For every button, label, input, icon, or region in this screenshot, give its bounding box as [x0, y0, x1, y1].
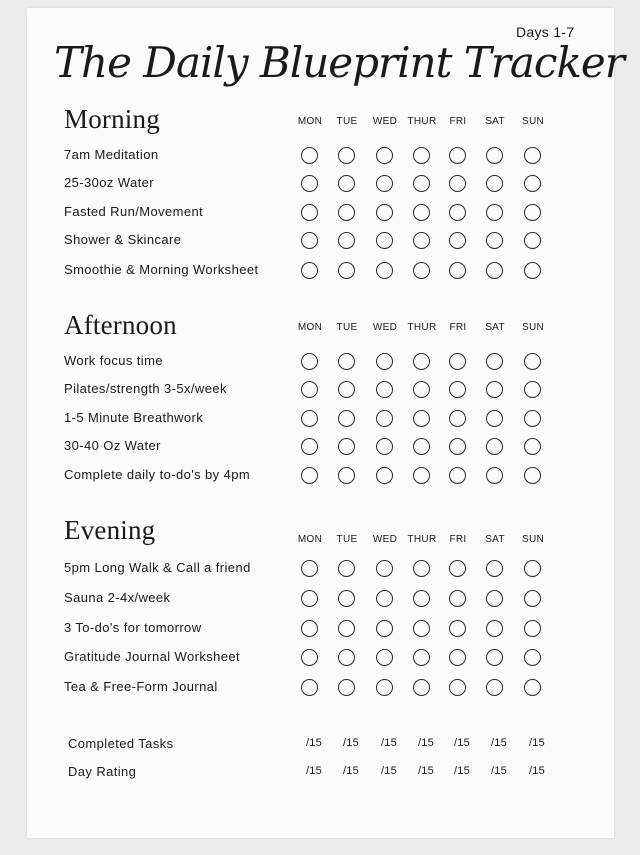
checkbox-evening-sun[interactable]: [524, 649, 541, 666]
score-field[interactable]: /15: [381, 765, 397, 777]
task-label: Gratitude Journal Worksheet: [64, 649, 241, 664]
checkbox-afternoon-tue[interactable]: [338, 381, 355, 398]
checkbox-evening-thur[interactable]: [413, 679, 430, 696]
checkbox-afternoon-sun[interactable]: [524, 381, 541, 398]
score-field[interactable]: /15: [418, 737, 434, 749]
checkbox-afternoon-wed[interactable]: [376, 353, 393, 370]
day-header-wed: WED: [372, 322, 398, 333]
day-header-thur: THUR: [407, 534, 437, 545]
task-label: Fasted Run/Movement: [64, 204, 204, 219]
checkbox-morning-thur[interactable]: [413, 147, 430, 164]
day-header-thur: THUR: [407, 322, 437, 333]
day-header-tue: TUE: [336, 534, 358, 545]
checkbox-morning-mon[interactable]: [301, 262, 318, 279]
day-header-wed: WED: [372, 534, 398, 545]
day-header-fri: FRI: [449, 116, 467, 127]
checkbox-evening-wed[interactable]: [376, 620, 393, 637]
checkbox-evening-tue[interactable]: [338, 620, 355, 637]
summary-label: Completed Tasks: [68, 736, 174, 751]
checkbox-afternoon-sun[interactable]: [524, 438, 541, 455]
checkbox-morning-tue[interactable]: [338, 232, 355, 249]
task-label: Work focus time: [64, 353, 163, 368]
checkbox-morning-thur[interactable]: [413, 175, 430, 192]
checkbox-evening-fri[interactable]: [449, 590, 466, 607]
checkbox-evening-wed[interactable]: [376, 560, 393, 577]
checkbox-morning-sun[interactable]: [524, 204, 541, 221]
score-field[interactable]: /15: [418, 765, 434, 777]
checkbox-morning-sat[interactable]: [486, 175, 503, 192]
checkbox-evening-thur[interactable]: [413, 649, 430, 666]
summary-label: Day Rating: [68, 764, 137, 779]
checkbox-morning-sat[interactable]: [486, 147, 503, 164]
checkbox-morning-fri[interactable]: [449, 262, 466, 279]
checkbox-evening-wed[interactable]: [376, 649, 393, 666]
checkbox-morning-tue[interactable]: [338, 147, 355, 164]
score-field[interactable]: /15: [491, 765, 507, 777]
task-label: Sauna 2-4x/week: [64, 590, 171, 605]
day-header-fri: FRI: [449, 534, 467, 545]
checkbox-morning-mon[interactable]: [301, 232, 318, 249]
checkbox-morning-tue[interactable]: [338, 175, 355, 192]
checkbox-afternoon-tue[interactable]: [338, 353, 355, 370]
checkbox-afternoon-fri[interactable]: [449, 438, 466, 455]
checkbox-afternoon-sat[interactable]: [486, 467, 503, 484]
checkbox-afternoon-tue[interactable]: [338, 467, 355, 484]
checkbox-morning-sat[interactable]: [486, 232, 503, 249]
day-header-tue: TUE: [336, 116, 358, 127]
checkbox-morning-thur[interactable]: [413, 232, 430, 249]
day-header-wed: WED: [372, 116, 398, 127]
days-range-label: Days 1-7: [516, 24, 575, 40]
checkbox-morning-sun[interactable]: [524, 147, 541, 164]
task-label: Smoothie & Morning Worksheet: [64, 262, 259, 277]
checkbox-morning-sun[interactable]: [524, 175, 541, 192]
section-heading-morning: Morning: [64, 104, 160, 134]
checkbox-afternoon-wed[interactable]: [376, 438, 393, 455]
checkbox-afternoon-thur[interactable]: [413, 438, 430, 455]
day-header-thur: THUR: [407, 116, 437, 127]
checkbox-morning-tue[interactable]: [338, 204, 355, 221]
checkbox-afternoon-tue[interactable]: [338, 438, 355, 455]
day-header-fri: FRI: [449, 322, 467, 333]
checkbox-morning-fri[interactable]: [449, 175, 466, 192]
task-label: 30-40 Oz Water: [64, 438, 161, 453]
checkbox-afternoon-wed[interactable]: [376, 381, 393, 398]
score-field[interactable]: /15: [306, 765, 322, 777]
task-label: 7am Meditation: [64, 147, 159, 162]
score-field[interactable]: /15: [343, 737, 359, 749]
checkbox-morning-sat[interactable]: [486, 204, 503, 221]
checkbox-morning-sat[interactable]: [486, 262, 503, 279]
day-header-mon: MON: [297, 534, 323, 545]
checkbox-evening-fri[interactable]: [449, 560, 466, 577]
checkbox-evening-fri[interactable]: [449, 679, 466, 696]
score-field[interactable]: /15: [306, 737, 322, 749]
checkbox-morning-thur[interactable]: [413, 262, 430, 279]
checkbox-morning-sun[interactable]: [524, 262, 541, 279]
score-field[interactable]: /15: [343, 765, 359, 777]
checkbox-evening-mon[interactable]: [301, 649, 318, 666]
checkbox-afternoon-sun[interactable]: [524, 353, 541, 370]
checkbox-evening-thur[interactable]: [413, 590, 430, 607]
checkbox-afternoon-wed[interactable]: [376, 467, 393, 484]
score-field[interactable]: /15: [529, 737, 545, 749]
score-field[interactable]: /15: [529, 765, 545, 777]
checkbox-afternoon-fri[interactable]: [449, 381, 466, 398]
checkbox-afternoon-sat[interactable]: [486, 353, 503, 370]
checkbox-evening-sat[interactable]: [486, 679, 503, 696]
section-heading-afternoon: Afternoon: [64, 310, 177, 340]
checkbox-afternoon-fri[interactable]: [449, 353, 466, 370]
checkbox-evening-mon[interactable]: [301, 679, 318, 696]
checkbox-afternoon-sat[interactable]: [486, 381, 503, 398]
checkbox-morning-wed[interactable]: [376, 262, 393, 279]
checkbox-morning-sun[interactable]: [524, 232, 541, 249]
score-field[interactable]: /15: [454, 765, 470, 777]
checkbox-evening-mon[interactable]: [301, 560, 318, 577]
day-header-sat: SAT: [485, 116, 505, 127]
checkbox-afternoon-thur[interactable]: [413, 467, 430, 484]
checkbox-evening-sun[interactable]: [524, 590, 541, 607]
checkbox-evening-tue[interactable]: [338, 649, 355, 666]
checkbox-morning-fri[interactable]: [449, 147, 466, 164]
checkbox-afternoon-sun[interactable]: [524, 467, 541, 484]
score-field[interactable]: /15: [454, 737, 470, 749]
checkbox-morning-mon[interactable]: [301, 147, 318, 164]
checkbox-morning-tue[interactable]: [338, 262, 355, 279]
task-label: 1-5 Minute Breathwork: [64, 410, 204, 425]
checkbox-morning-thur[interactable]: [413, 204, 430, 221]
day-header-tue: TUE: [336, 322, 358, 333]
checkbox-evening-tue[interactable]: [338, 560, 355, 577]
task-label: 25-30oz Water: [64, 175, 154, 190]
checkbox-morning-fri[interactable]: [449, 232, 466, 249]
task-label: Shower & Skincare: [64, 232, 182, 247]
checkbox-evening-mon[interactable]: [301, 590, 318, 607]
checkbox-evening-sun[interactable]: [524, 560, 541, 577]
checkbox-morning-fri[interactable]: [449, 204, 466, 221]
checkbox-morning-mon[interactable]: [301, 175, 318, 192]
checkbox-afternoon-mon[interactable]: [301, 410, 318, 427]
score-field[interactable]: /15: [381, 737, 397, 749]
checkbox-evening-thur[interactable]: [413, 620, 430, 637]
checkbox-evening-sat[interactable]: [486, 620, 503, 637]
day-header-sat: SAT: [485, 322, 505, 333]
day-header-mon: MON: [297, 322, 323, 333]
section-heading-evening: Evening: [64, 515, 156, 545]
checkbox-evening-sat[interactable]: [486, 590, 503, 607]
score-field[interactable]: /15: [491, 737, 507, 749]
task-label: Complete daily to-do's by 4pm: [64, 467, 251, 482]
day-header-sun: SUN: [521, 116, 544, 127]
checkbox-evening-wed[interactable]: [376, 590, 393, 607]
checkbox-afternoon-mon[interactable]: [301, 467, 318, 484]
page-title: The Daily Blueprint Tracker: [54, 38, 624, 87]
task-label: 5pm Long Walk & Call a friend: [64, 560, 251, 575]
checkbox-afternoon-sat[interactable]: [486, 438, 503, 455]
day-header-mon: MON: [297, 116, 323, 127]
checkbox-afternoon-tue[interactable]: [338, 410, 355, 427]
checkbox-evening-mon[interactable]: [301, 620, 318, 637]
checkbox-evening-sun[interactable]: [524, 679, 541, 696]
task-label: 3 To-do's for tomorrow: [64, 620, 202, 635]
checkbox-morning-mon[interactable]: [301, 204, 318, 221]
checkbox-evening-wed[interactable]: [376, 679, 393, 696]
day-header-sun: SUN: [521, 322, 544, 333]
checkbox-afternoon-mon[interactable]: [301, 381, 318, 398]
checkbox-morning-wed[interactable]: [376, 232, 393, 249]
day-header-sun: SUN: [521, 534, 544, 545]
checkbox-evening-sat[interactable]: [486, 560, 503, 577]
checkbox-afternoon-mon[interactable]: [301, 353, 318, 370]
checkbox-evening-thur[interactable]: [413, 560, 430, 577]
checkbox-evening-tue[interactable]: [338, 590, 355, 607]
checkbox-afternoon-sat[interactable]: [486, 410, 503, 427]
checkbox-afternoon-thur[interactable]: [413, 381, 430, 398]
checkbox-afternoon-fri[interactable]: [449, 467, 466, 484]
checkbox-evening-fri[interactable]: [449, 620, 466, 637]
checkbox-afternoon-thur[interactable]: [413, 353, 430, 370]
checkbox-afternoon-wed[interactable]: [376, 410, 393, 427]
checkbox-afternoon-fri[interactable]: [449, 410, 466, 427]
checkbox-morning-wed[interactable]: [376, 147, 393, 164]
checkbox-morning-wed[interactable]: [376, 175, 393, 192]
day-header-sat: SAT: [485, 534, 505, 545]
checkbox-morning-wed[interactable]: [376, 204, 393, 221]
checkbox-afternoon-thur[interactable]: [413, 410, 430, 427]
task-label: Tea & Free-Form Journal: [64, 679, 218, 694]
checkbox-afternoon-mon[interactable]: [301, 438, 318, 455]
task-label: Pilates/strength 3-5x/week: [64, 381, 227, 396]
checkbox-evening-fri[interactable]: [449, 649, 466, 666]
checkbox-evening-sat[interactable]: [486, 649, 503, 666]
checkbox-evening-tue[interactable]: [338, 679, 355, 696]
checkbox-afternoon-sun[interactable]: [524, 410, 541, 427]
checkbox-evening-sun[interactable]: [524, 620, 541, 637]
